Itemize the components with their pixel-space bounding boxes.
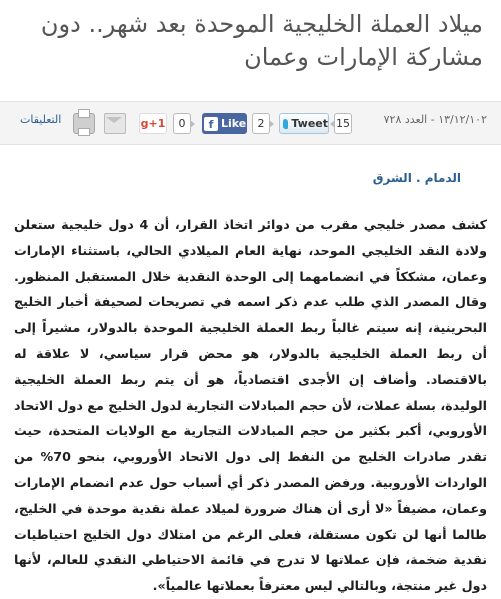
- google-plus-button[interactable]: g+1: [139, 113, 167, 134]
- article-body: كشف مصدر خليجي مقرب من دوائر اتخاذ القرار، أن 4 دول خليجية ستعلن ولادة النقد الخليجي الموحد، نهاية العام الميلادي الحالي، باستثناء الإمارات وعمان، مشككاً في انضمامهما إلى الوحدة النقدية خلال المستقبل المنظور. وقال المصدر الذي طلب عدم ذكر اسمه في تصريحات لصحيفة أخبار الخليج البحرينية، إنه سيتم غالباً ربط العملة الخليجية الموحدة بالدولار، مشيراً إلى أن ربط العملة الخليجية بالدولار، هو محض قرار سياسي، لا علاقة له بالاقتصاد. وأضاف إن الأجدى اقتصادياً، هو أن يتم ربط العملة الخليجية الوليدة، بسلة عملات، لأن حجم المبادلات التجارية لدول الخليج مع دول الاتحاد الأوروبي، أكبر بكثير من حجم المبادلات التجارية مع الولايات المتحدة، حيث تقدر صادرات الخليج من النفط إلى دول الاتحاد الأوروبي، بنحو 70% من الواردات الأوروبية. ورفض المصدر ذكر أي أسباب حول عدم انضمام الإمارات وعمان، مضيفاً «لا أرى أن هناك ضرورة لميلاد عملة نقدية موحدة في الخليج، طالما أنها لن تكون مستقلة، فعلى الرغم من امتلاك دول الخليج احتياطيات نقدية ضخمة، فإن عملاتها لا تدرج في قائمة الاحتياطي النقدي للعالم، لأنها دول غير منتجة، وبالتالي ليس معترفاً بعملاتها عالمياً».: [14, 217, 488, 594]
- facebook-icon: f: [204, 117, 218, 131]
- print-icon[interactable]: [73, 113, 95, 134]
- like-count: 2: [252, 113, 270, 134]
- gplus-count: 0: [173, 113, 191, 134]
- article-date-issue: ١٣/١٢/١٠٢ - العدد ٧٢٨: [383, 113, 487, 126]
- tweet-button[interactable]: [279, 113, 329, 134]
- facebook-like-button[interactable]: [202, 113, 247, 134]
- like-button-label: Like: [221, 117, 247, 130]
- comments-link[interactable]: التعليقات: [20, 113, 62, 126]
- twitter-bird-icon: [283, 119, 288, 129]
- article-headline: ميلاد العملة الخليجية الموحدة بعد شهر.. دون مشاركة الإمارات وعمان: [40, 10, 483, 71]
- email-icon[interactable]: [104, 113, 126, 134]
- article-toolbar: [0, 101, 501, 145]
- tweet-count: 15: [334, 113, 352, 134]
- tweet-button-label: Tweet: [291, 117, 328, 130]
- article-location: الدمام . الشرق: [372, 171, 461, 185]
